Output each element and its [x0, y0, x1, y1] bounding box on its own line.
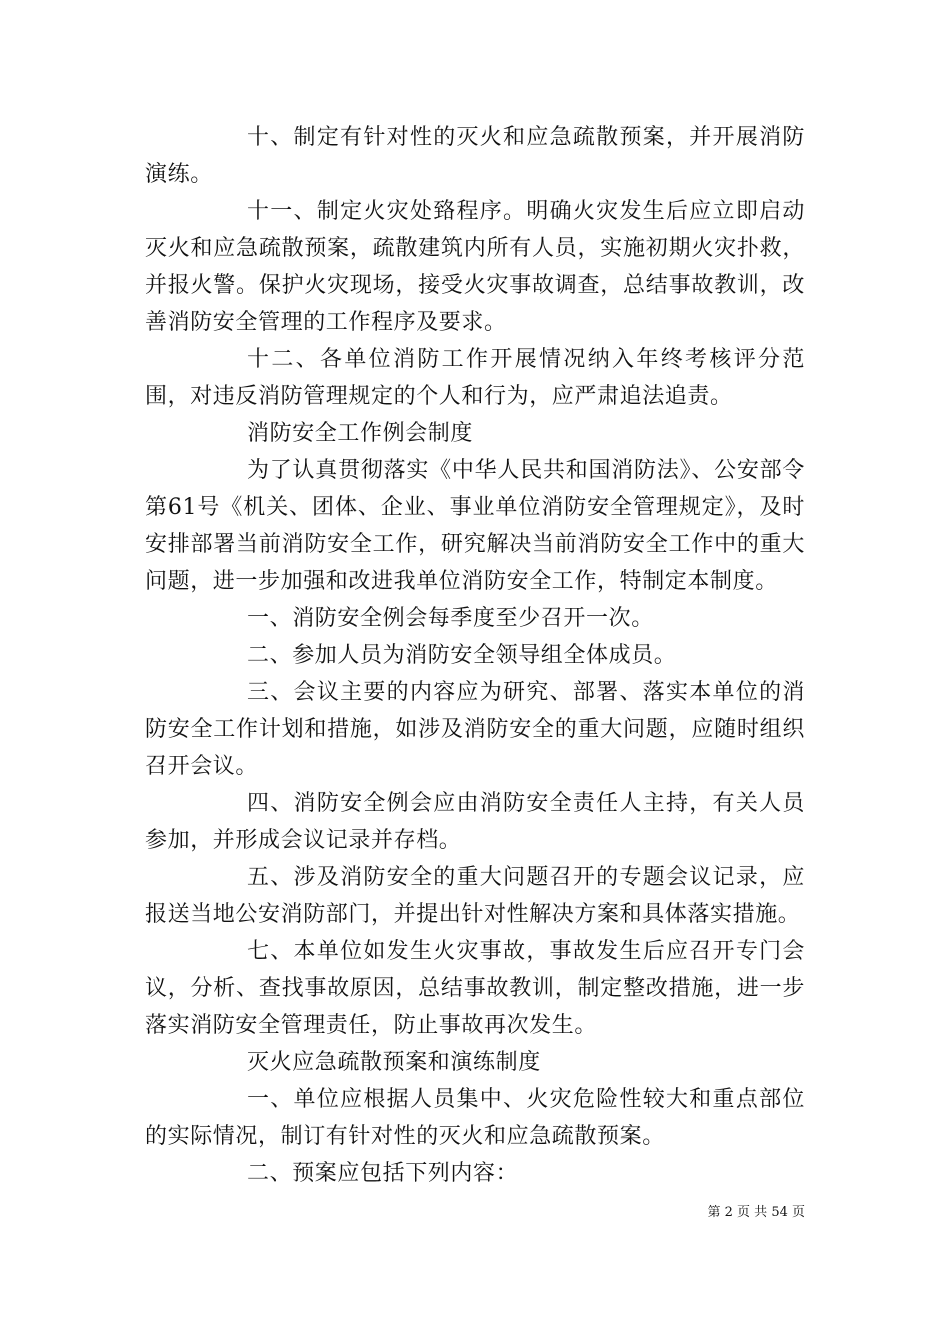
paragraph: 一、消防安全例会每季度至少召开一次。 [247, 606, 654, 631]
section-heading: 消防安全工作例会制度 [247, 421, 474, 446]
paragraph: 为了认真贯彻落实《中华人民共和国消防法》、公安部令第61号《机关、团体、企业、事业单位消防安全管理规定》，及时安排部署当前消防安全工作，研究解决当前消防安全工作中的重大问题，进一步加强和改进我单位消防安全工作，特制定本制度。 [145, 458, 805, 594]
paragraph: 四、消防安全例会应由消防安全责任人主持，有关人员参加，并形成会议记录并存档。 [145, 791, 805, 853]
section-heading: 灭火应急疏散预案和演练制度 [247, 1050, 541, 1075]
paragraph: 十二、各单位消防工作开展情况纳入年终考核评分范围，对违反消防管理规定的个人和行为，应严肃追法追责。 [145, 347, 805, 409]
page-number: 第 2 页 共 54 页 [707, 1205, 805, 1220]
paragraph: 十、制定有针对性的灭火和应急疏散预案，并开展消防演练。 [145, 125, 805, 187]
paragraph: 七、本单位如发生火灾事故，事故发生后应召开专门会议，分析、查找事故原因，总结事故教训，制定整改措施，进一步落实消防安全管理责任，防止事故再次发生。 [145, 939, 805, 1038]
paragraph: 二、预案应包括下列内容： [247, 1161, 519, 1186]
paragraph: 五、涉及消防安全的重大问题召开的专题会议记录，应报送当地公安消防部门，并提出针对性解决方案和具体落实措施。 [145, 865, 805, 927]
document-body [145, 119, 805, 1192]
paragraph: 一、单位应根据人员集中、火灾危险性较大和重点部位的实际情况，制订有针对性的灭火和应急疏散预案。 [145, 1087, 805, 1149]
paragraph: 十一、制定火灾处臵程序。明确火灾发生后应立即启动灭火和应急疏散预案，疏散建筑内所有人员，实施初期火灾扑救，并报火警。保护火灾现场，接受火灾事故调查，总结事故教训，改善消防安全管理的工作程序及要求。 [145, 199, 805, 335]
paragraph: 三、会议主要的内容应为研究、部署、落实本单位的消防安全工作计划和措施，如涉及消防安全的重大问题，应随时组织召开会议。 [145, 680, 805, 779]
paragraph: 二、参加人员为消防安全领导组全体成员。 [247, 643, 677, 668]
